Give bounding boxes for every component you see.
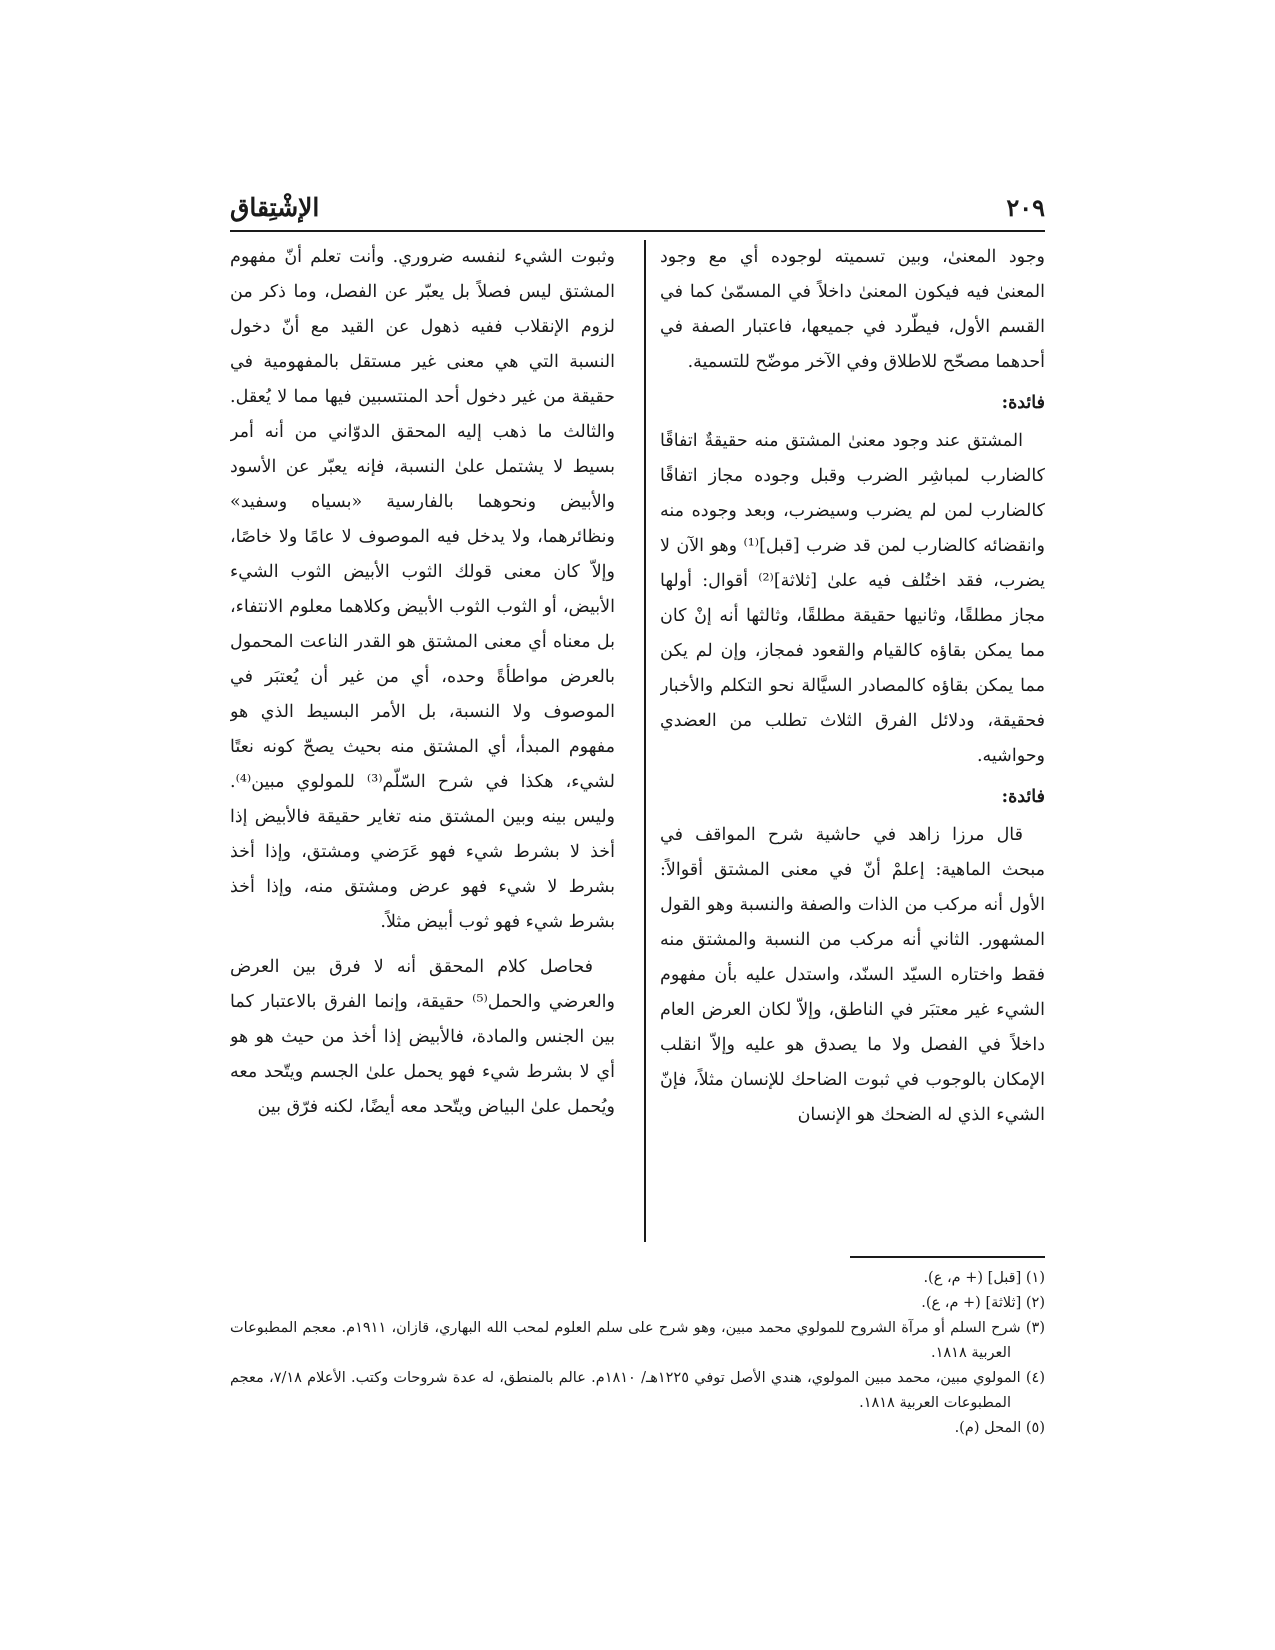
paragraph: وجود المعنىٰ، وبين تسميته لوجوده أي مع وجود المعنىٰ فيه فيكون المعنىٰ داخلاً في المسمّىٰ كما في القسم الأول، فيطّرد في جميعها، فاعتبار الصفة في أحدهما مصحّح للاطلاق وفي الآخر موضّح للتسمية. (660, 247, 1045, 372)
paragraph: وثبوت الشيء لنفسه ضروري. وأنت تعلم أنّ مفهوم المشتق ليس فصلاً بل يعبّر عن الفصل، وما ذكر من لزوم الإنقلاب ففيه ذهول عن القيد مع أنّ دخول النسبة التي هي معنى غير مستقل بالمفهومية في حقيقة من غير دخول أحد المنتسبين فيها مما لا يُعقل. والثالث ما ذهب إليه المحقق الدوّاني من أنه أمر بسيط لا يشتمل علىٰ النسبة، فإنه يعبّر عن الأسود والأبيض ونحوهما بالفارسية «بسياه وسفيد» ونظائرهما، ولا يدخل فيه الموصوف لا عامًا ولا خاصًا، وإلاّ كان معنى قولك الثوب الأبيض الثوب الشيء الأبيض، أو الثوب الثوب الأبيض وكلاهما معلوم الانتفاء، بل معناه أي معنى المشتق هو القدر الناعت المحمول بالعرض مواطأةً وحده، أي من غير أن يُعتبَر في الموصوف ولا النسبة، بل الأمر البسيط الذي هو مفهوم المبدأ، أي المشتق منه بحيث يصحّ كونه نعتًا لشيء، هكذا في شرح السّلّم⁽³⁾ للمولوي مبين⁽⁴⁾. وليس بينه وبين المشتق منه تغاير حقيقة فالأبيض إذا أخذ لا بشرط شيء فهو عَرَضي ومشتق، وإذا أخذ بشرط لا شيء فهو عرض ومشتق منه، وإذا أخذ بشرط شيء فهو ثوب أبيض مثلاً. (230, 247, 615, 932)
running-title: الإشْتِقاق (230, 193, 320, 222)
left-column (230, 240, 615, 1242)
paragraph: المشتق عند وجود معنىٰ المشتق منه حقيقةٌ اتفاقًا كالضارب لمباشِر الضرب وقبل وجوده مجاز اتفاقًا كالضارب لمن لم يضرب وسيضرب، وبعد وجوده منه وانقضائه كالضارب لمن قد ضرب [قبل]⁽¹⁾ وهو الآن لا يضرب، فقد اختُلف فيه علىٰ [ثلاثة]⁽²⁾ أقوال: أولها مجاز مطلقًا، وثانيها حقيقة مطلقًا، وثالثها أنه إنْ كان مما يمكن بقاؤه كالقيام والقعود فمجاز، وإن لم يكن مما يمكن بقاؤه كالمصادر السيَّالة نحو التكلم والأخبار فحقيقة، ودلائل الفرق الثلاث تطلب من العضدي وحواشيه. (660, 431, 1045, 766)
paragraph-gap (230, 940, 615, 950)
section-heading: فائدة: (1001, 393, 1045, 413)
page-header (230, 190, 1045, 232)
footnote: (١) [قبل] (+ م، ع). (923, 1270, 1045, 1286)
paragraph: قال مرزا زاهد في حاشية شرح المواقف في مبحث الماهية: إعلمْ أنّ في معنى المشتق أقوالاً: الأول أنه مركب من الذات والصفة والنسبة وهو القول المشهور. الثاني أنه مركب من النسبة والمشتق منه فقط واختاره السيّد السنّد، واستدل عليه بأن مفهوم الشيء غير معتبَر في الناطق، وإلاّ لكان العرض العام داخلاً في الفصل ولا ما يصدق هو عليه وإلاّ انقلب الإمكان بالوجوب في ثبوت الضاحك للإنسان مثلاً، فإنّ الشيء الذي له الضحك هو الإنسان (660, 825, 1045, 1125)
footnote: (٤) المولوي مبين، محمد مبين المولوي، هندي الأصل توفي ١٢٢٥هـ/ ١٨١٠م. عالم بالمنطق، له عدة شروحات وكتب. الأعلام ٧/١٨، معجم المطبوعات العربية ١٨١٨. (230, 1370, 1046, 1411)
section-heading: فائدة: (1001, 787, 1045, 807)
footnote-separator (850, 1256, 1045, 1258)
page-number: ٢٠٩ (1006, 193, 1045, 222)
footnote: (٢) [ثلاثة] (+ م، ع). (921, 1295, 1045, 1311)
footnote: (٥) المحل (م). (954, 1420, 1045, 1436)
footnote: (٣) شرح السلم أو مرآة الشروح للمولوي محمد مبين، وهو شرح على سلم العلوم لمحب الله البهاري، قازان، ١٩١١م. معجم المطبوعات العربية ١٨١٨. (230, 1320, 1045, 1361)
footnotes (230, 1266, 1045, 1441)
column-divider (644, 240, 646, 1242)
paragraph: فحاصل كلام المحقق أنه لا فرق بين العرض والعرضي والحمل⁽⁵⁾ حقيقة، وإنما الفرق بالاعتبار كما بين الجنس والمادة، فالأبيض إذا أخذ من حيث هو هو أي لا بشرط شيء فهو يحمل علىٰ الجسم ويتّحد معه ويُحمل علىٰ البياض ويتّحد معه أيضًا، لكنه فرّق بين (230, 957, 615, 1117)
right-column (660, 240, 1045, 1242)
